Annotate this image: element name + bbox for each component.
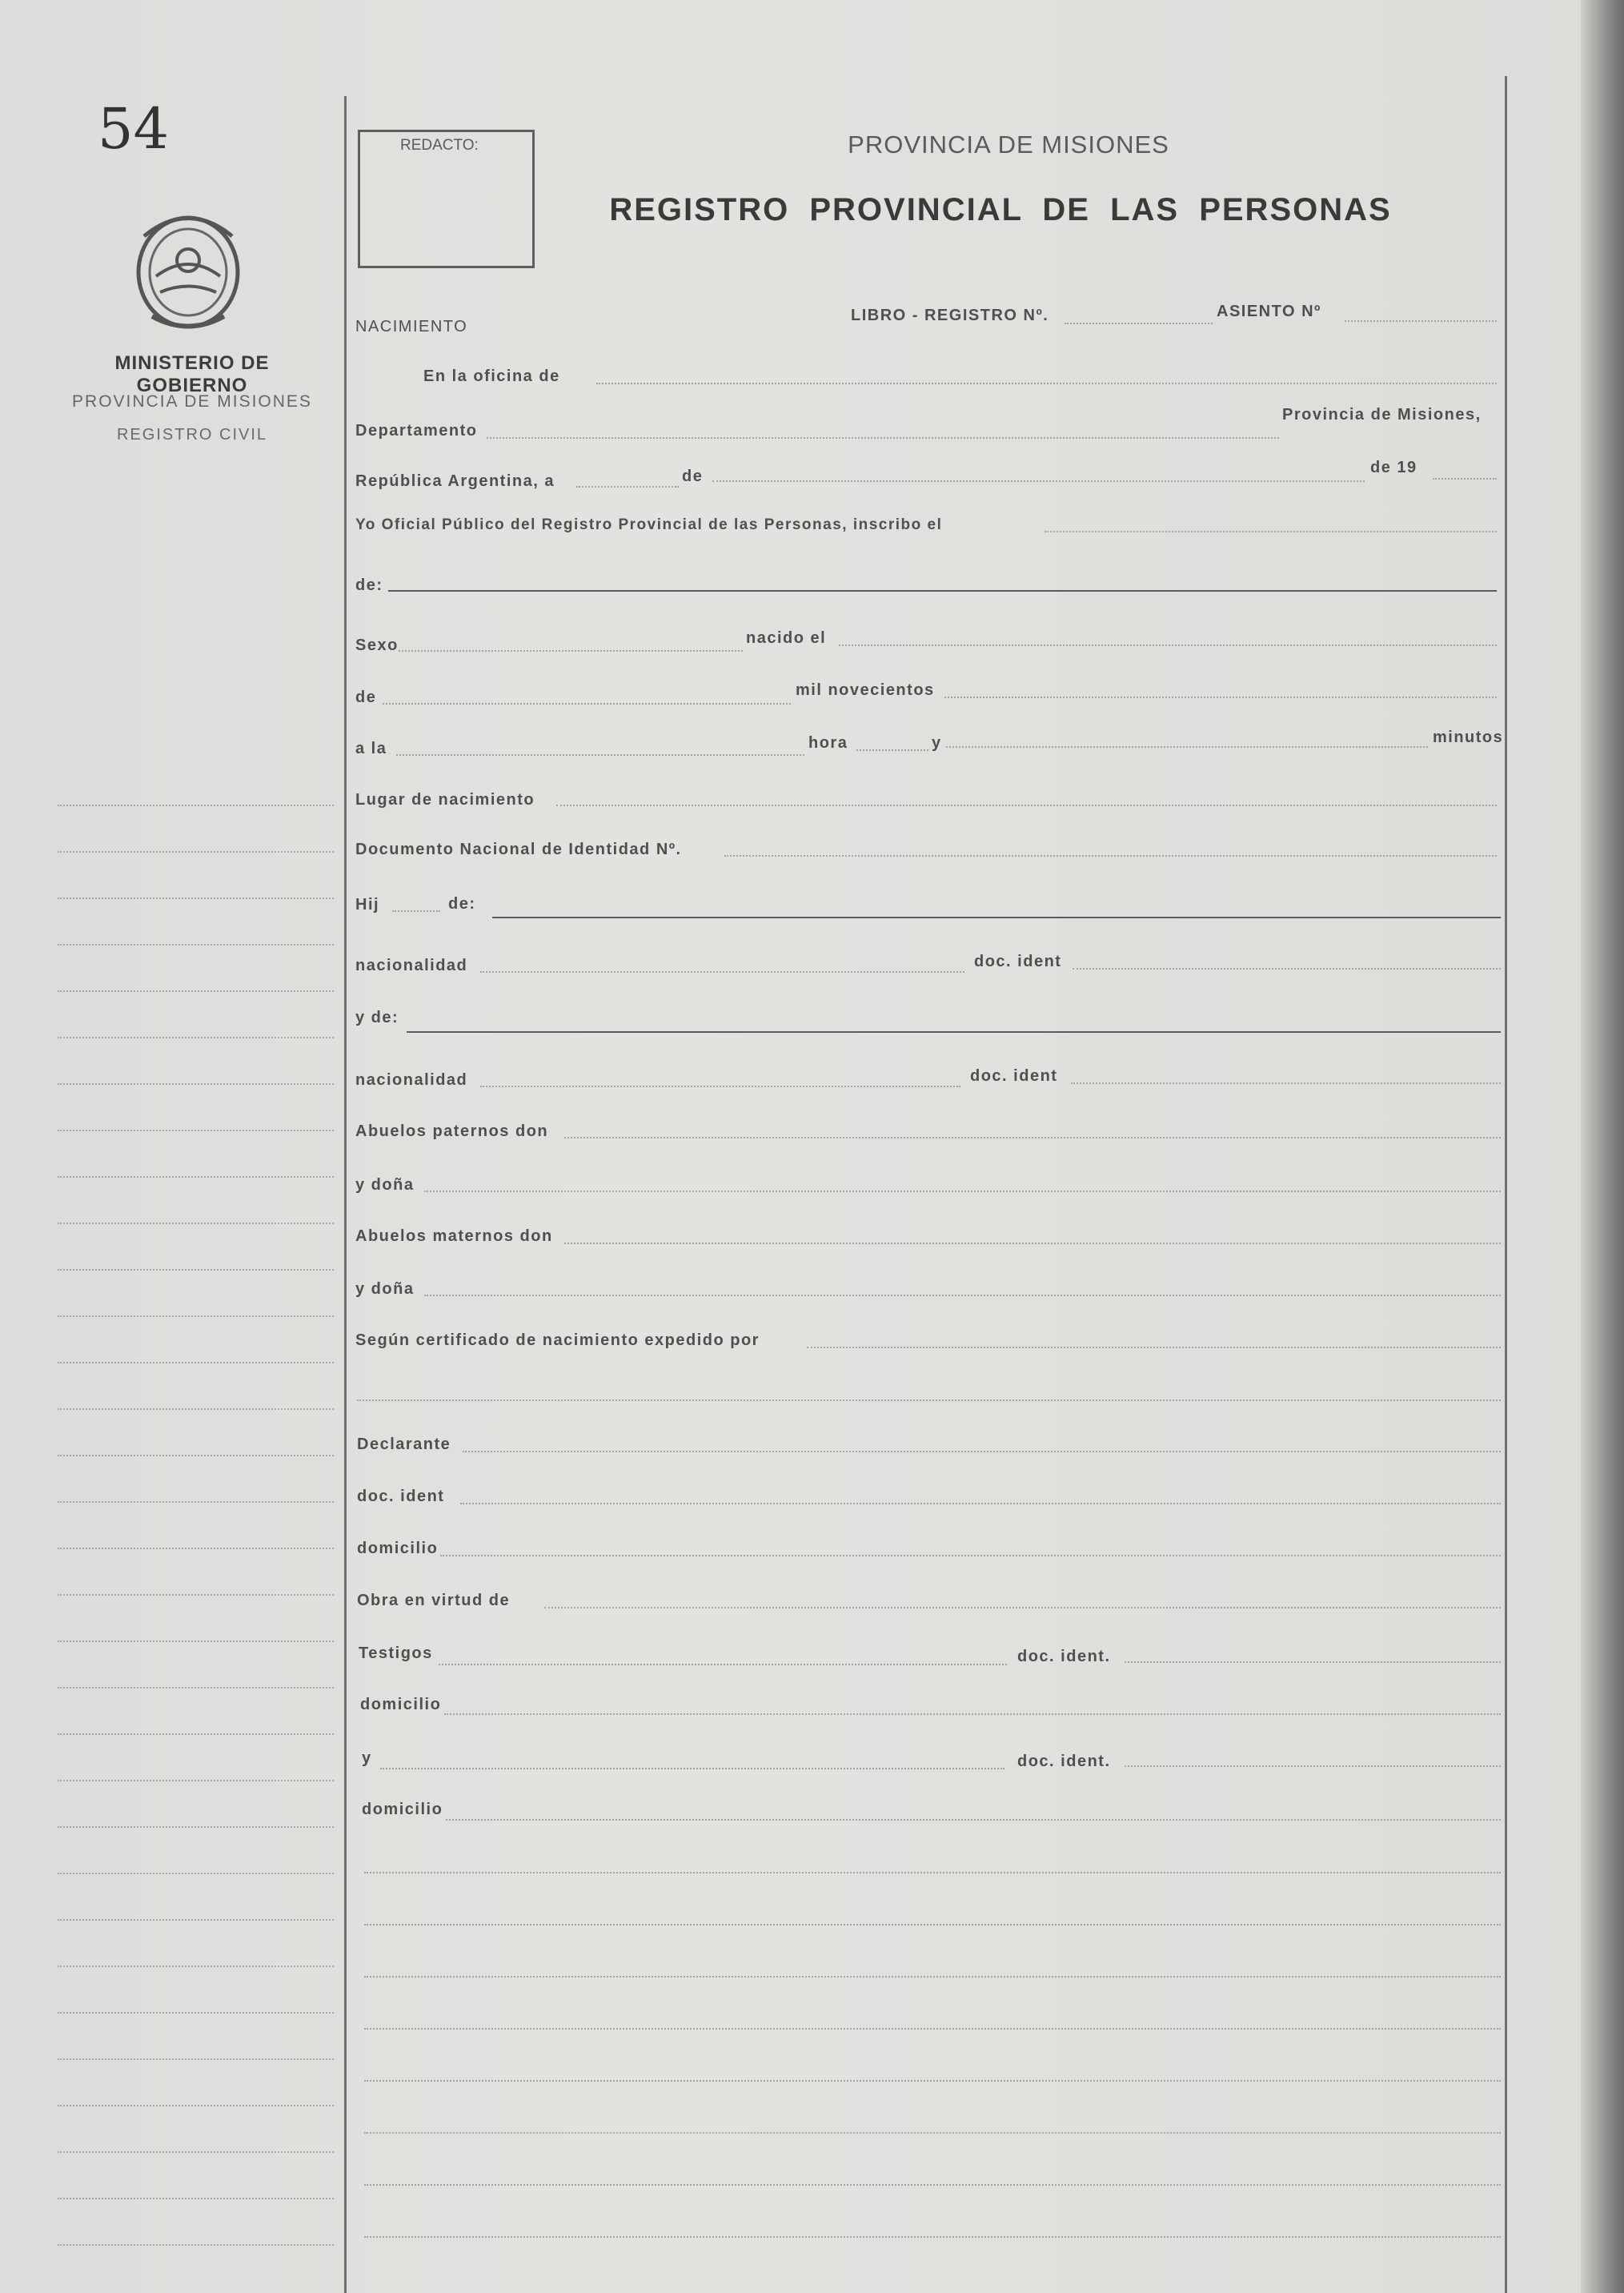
margin-line bbox=[58, 1223, 334, 1224]
domicilio-label-1: domicilio bbox=[357, 1540, 439, 1557]
blank-line bbox=[364, 2236, 1501, 2238]
margin-line bbox=[58, 1873, 334, 1874]
obra-line bbox=[544, 1607, 1501, 1608]
testigos-label: Testigos bbox=[359, 1644, 433, 1662]
margin-line bbox=[58, 2105, 334, 2106]
nacido-line bbox=[839, 645, 1497, 646]
domicilio-line-2 bbox=[444, 1713, 1501, 1715]
margin-line bbox=[58, 1083, 334, 1085]
testigos-line bbox=[439, 1664, 1007, 1665]
margin-line bbox=[58, 1733, 334, 1735]
doc-ident-line-4 bbox=[1125, 1661, 1501, 1663]
declarante-label: Declarante bbox=[357, 1436, 451, 1453]
yo-oficial-label: Yo Oficial Público del Registro Provincial de las Personas, inscribo el bbox=[355, 516, 943, 533]
margin-line bbox=[58, 1408, 334, 1410]
margin-line bbox=[58, 1919, 334, 1921]
doc-ident-label-3: doc. ident bbox=[357, 1488, 445, 1505]
y-label-1: y bbox=[932, 734, 942, 752]
y-label-2: y bbox=[362, 1749, 372, 1767]
provincia-misiones-label: Provincia de Misiones, bbox=[1282, 406, 1482, 424]
testigo-2-line bbox=[380, 1768, 1004, 1769]
margin-line bbox=[58, 2058, 334, 2060]
lugar-line bbox=[556, 805, 1497, 806]
minutos-label: minutos bbox=[1433, 729, 1504, 746]
de-name-label: de: bbox=[355, 576, 383, 594]
margin-line bbox=[58, 1826, 334, 1828]
ministry-name: MINISTERIO DE GOBIERNO bbox=[114, 352, 270, 396]
abuelos-maternos-line bbox=[564, 1243, 1501, 1244]
doc-ident-label-4: doc. ident. bbox=[1017, 1648, 1111, 1665]
lugar-nacimiento-label: Lugar de nacimiento bbox=[355, 791, 535, 809]
province-seal-icon bbox=[128, 204, 248, 336]
blank-line bbox=[364, 2028, 1501, 2030]
margin-line bbox=[58, 1315, 334, 1317]
margin-line bbox=[58, 2244, 334, 2246]
blank-line bbox=[364, 2132, 1501, 2134]
sexo-label: Sexo bbox=[355, 636, 399, 654]
abuelos-paternos-line bbox=[564, 1137, 1501, 1138]
margin-line bbox=[58, 1594, 334, 1596]
padre-line bbox=[492, 917, 1501, 918]
blank-line bbox=[364, 2184, 1501, 2186]
doc-ident-label-2: doc. ident bbox=[970, 1067, 1058, 1085]
margin-line bbox=[58, 2198, 334, 2199]
de-mes-line bbox=[383, 703, 791, 705]
margin-line bbox=[58, 898, 334, 899]
margin-line bbox=[58, 1548, 334, 1549]
blank-line bbox=[364, 1872, 1501, 1873]
redacto-label: REDACTO: bbox=[400, 137, 479, 154]
republica-label: República Argentina, a bbox=[355, 472, 555, 490]
margin-line bbox=[58, 990, 334, 992]
oficina-line bbox=[596, 383, 1497, 384]
obra-virtud-label: Obra en virtud de bbox=[357, 1592, 511, 1609]
registry-title: REGISTRO PROVINCIAL DE LAS PERSONAS bbox=[609, 192, 1392, 227]
right-margin-rule bbox=[1505, 76, 1507, 2293]
domicilio-label-2: domicilio bbox=[360, 1696, 442, 1713]
asiento-label: ASIENTO Nº bbox=[1217, 303, 1321, 320]
nacionalidad-line-2 bbox=[480, 1086, 960, 1087]
margin-line bbox=[58, 1687, 334, 1689]
mil-novecientos-label: mil novecientos bbox=[796, 681, 935, 699]
margin-line bbox=[58, 1455, 334, 1456]
minutos-line bbox=[946, 746, 1428, 748]
nacido-el-label: nacido el bbox=[746, 629, 827, 647]
mil-line bbox=[944, 697, 1497, 698]
en-la-oficina-label: En la oficina de bbox=[423, 367, 560, 385]
doc-ident-line-2 bbox=[1071, 1082, 1501, 1084]
blank-line bbox=[364, 1976, 1501, 1978]
certificado-line-2 bbox=[357, 1399, 1501, 1401]
doc-ident-label-5: doc. ident. bbox=[1017, 1753, 1111, 1770]
doc-ident-line-3 bbox=[460, 1503, 1501, 1504]
domicilio-line-3 bbox=[446, 1819, 1501, 1821]
documento-nacional-label: Documento Nacional de Identidad Nº. bbox=[355, 841, 682, 858]
documento-line bbox=[724, 855, 1497, 857]
libro-registro-line bbox=[1065, 323, 1213, 324]
abuelos-paternos-label: Abuelos paternos don bbox=[355, 1122, 549, 1140]
doc-ident-label-1: doc. ident bbox=[974, 953, 1062, 970]
margin-line bbox=[58, 2151, 334, 2153]
margin-line bbox=[58, 1362, 334, 1363]
mes-line bbox=[712, 480, 1365, 482]
margin-line bbox=[58, 805, 334, 806]
y-dona-label-2: y doña bbox=[355, 1280, 415, 1298]
de-parent-label: de: bbox=[448, 895, 476, 913]
name-line bbox=[388, 590, 1497, 592]
de-label-1: de bbox=[682, 468, 704, 485]
page-number: 54 bbox=[98, 96, 170, 162]
hora-line bbox=[856, 749, 928, 751]
nacionalidad-label-1: nacionalidad bbox=[355, 957, 468, 974]
libro-registro-label: LIBRO - REGISTRO Nº. bbox=[851, 307, 1049, 324]
left-margin-rule bbox=[344, 96, 347, 2293]
doc-ident-line-1 bbox=[1073, 968, 1501, 970]
margin-line bbox=[58, 1501, 334, 1503]
departamento-line bbox=[487, 437, 1279, 439]
asiento-line bbox=[1345, 320, 1497, 322]
margin-line bbox=[58, 2012, 334, 2014]
abuelos-maternos-label: Abuelos maternos don bbox=[355, 1227, 553, 1245]
segun-certificado-label: Según certificado de nacimiento expedido por bbox=[355, 1331, 760, 1349]
nacimiento-label: NACIMIENTO bbox=[355, 318, 468, 335]
ministry-province: PROVINCIA DE MISIONES bbox=[72, 392, 312, 411]
madre-line bbox=[407, 1031, 1501, 1033]
ministry-civil-registry: REGISTRO CIVIL bbox=[116, 426, 268, 444]
margin-line bbox=[58, 1037, 334, 1038]
anio-line bbox=[1433, 478, 1497, 480]
nacionalidad-line-1 bbox=[480, 971, 964, 973]
dona-line-2 bbox=[424, 1295, 1501, 1296]
a-la-label: a la bbox=[355, 740, 387, 757]
dona-line-1 bbox=[424, 1191, 1501, 1192]
margin-line bbox=[58, 1966, 334, 1967]
doc-ident-line-5 bbox=[1125, 1765, 1501, 1767]
departamento-label: Departamento bbox=[355, 422, 478, 440]
a-la-line bbox=[396, 754, 804, 756]
blank-line bbox=[364, 1924, 1501, 1926]
nacionalidad-label-2: nacionalidad bbox=[355, 1071, 468, 1089]
hora-label: hora bbox=[808, 734, 848, 752]
de-19-label: de 19 bbox=[1370, 459, 1417, 476]
dia-line bbox=[576, 486, 679, 488]
y-de-label: y de: bbox=[355, 1009, 399, 1026]
book-spine-edge bbox=[1581, 0, 1624, 2293]
domicilio-line-1 bbox=[440, 1555, 1501, 1556]
margin-line bbox=[58, 851, 334, 853]
domicilio-label-3: domicilio bbox=[362, 1801, 443, 1818]
margin-line bbox=[58, 1640, 334, 1642]
sexo-line bbox=[399, 650, 743, 652]
margin-line bbox=[58, 1176, 334, 1178]
declarante-line bbox=[463, 1451, 1501, 1452]
margin-line bbox=[58, 944, 334, 946]
de-label-2: de bbox=[355, 689, 377, 706]
certificado-line bbox=[807, 1347, 1501, 1348]
blank-line bbox=[364, 2080, 1501, 2082]
hij-label: Hij bbox=[355, 896, 380, 914]
province-title: PROVINCIA DE MISIONES bbox=[848, 131, 1169, 159]
margin-line bbox=[58, 1780, 334, 1781]
hij-line bbox=[392, 910, 440, 912]
y-dona-label-1: y doña bbox=[355, 1176, 415, 1194]
inscribo-line bbox=[1045, 531, 1497, 532]
margin-line bbox=[58, 1269, 334, 1271]
margin-line bbox=[58, 1130, 334, 1131]
redacto-box bbox=[358, 130, 535, 268]
